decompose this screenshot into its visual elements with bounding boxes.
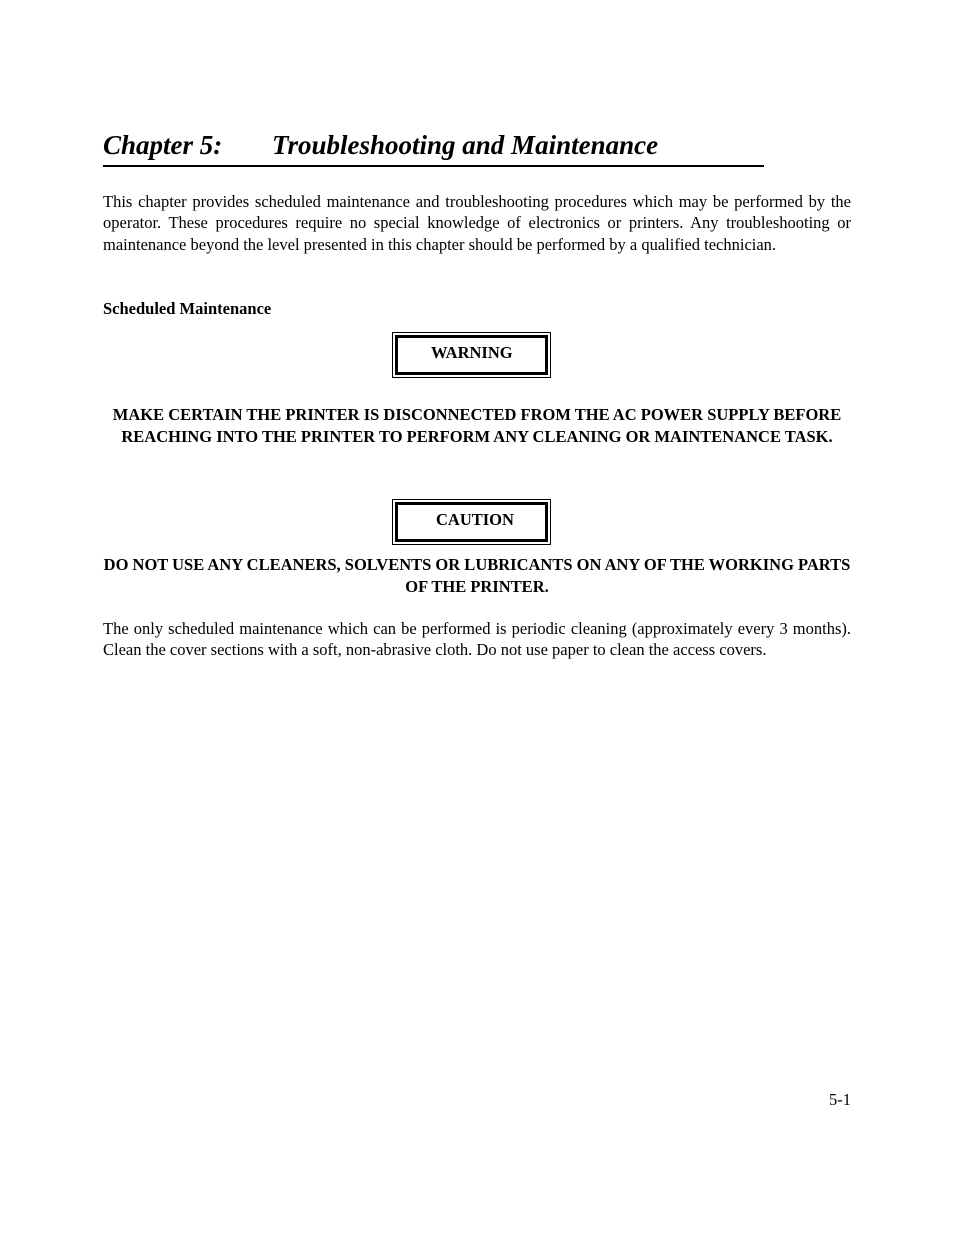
caution-box [392, 499, 551, 545]
maintenance-paragraph: The only scheduled maintenance which can be performed is periodic cleaning (approximately every 3 months). Clean the cover sections with a soft, non-abrasive cloth. Do not use paper to clean the access covers. [103, 619, 851, 660]
section-heading: Scheduled Maintenance [103, 299, 272, 318]
warning-label: WARNING [395, 335, 548, 375]
caution-text: DO NOT USE ANY CLEANERS, SOLVENTS OR LUBRICANTS ON ANY OF THE WORKING PARTS OF THE PRINTER. [103, 555, 851, 596]
caution-label: CAUTION [395, 502, 548, 542]
page-number: 5-1 [829, 1090, 851, 1109]
intro-paragraph: This chapter provides scheduled maintenance and troubleshooting procedures which may be performed by the operator. These procedures require no special knowledge of electronics or printers. Any troubleshooting or maintenance beyond the level presented in this chapter should be performed by a qualified technician. [103, 192, 851, 254]
chapter-title: Troubleshooting and Maintenance [272, 130, 659, 160]
warning-box [392, 332, 551, 378]
chapter-heading [103, 127, 764, 167]
warning-text: MAKE CERTAIN THE PRINTER IS DISCONNECTED FROM THE AC POWER SUPPLY BEFORE REACHING INTO THE PRINTER TO PERFORM ANY CLEANING OR MAINTENANCE TASK. [112, 405, 842, 446]
chapter-number: Chapter 5: [103, 130, 223, 160]
